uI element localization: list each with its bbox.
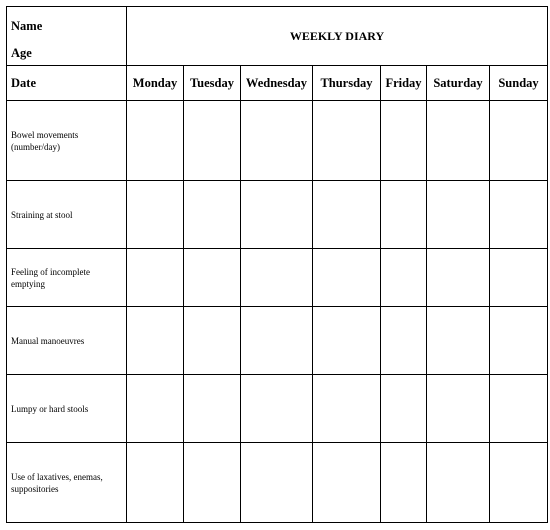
entry-cell[interactable]: [381, 375, 427, 443]
entry-cell[interactable]: [184, 307, 241, 375]
entry-cell[interactable]: [241, 443, 313, 523]
entry-cell[interactable]: [381, 181, 427, 249]
row-label-straining: Straining at stool: [7, 181, 127, 249]
entry-cell[interactable]: [490, 249, 548, 307]
entry-cell[interactable]: [127, 307, 184, 375]
day-header-thursday: Thursday: [313, 66, 381, 101]
date-column-header: Date: [7, 66, 127, 101]
entry-cell[interactable]: [127, 181, 184, 249]
entry-cell[interactable]: [313, 101, 381, 181]
entry-cell[interactable]: [381, 101, 427, 181]
row-label-lumpy-hard-stools: Lumpy or hard stools: [7, 375, 127, 443]
entry-cell[interactable]: [184, 375, 241, 443]
entry-cell[interactable]: [241, 101, 313, 181]
row-label-manual-manoeuvres: Manual manoeuvres: [7, 307, 127, 375]
day-header-wednesday: Wednesday: [241, 66, 313, 101]
entry-cell[interactable]: [313, 375, 381, 443]
entry-cell[interactable]: [490, 181, 548, 249]
entry-cell[interactable]: [427, 375, 490, 443]
diary-title: WEEKLY DIARY: [127, 7, 548, 66]
entry-cell[interactable]: [427, 181, 490, 249]
entry-cell[interactable]: [241, 181, 313, 249]
entry-cell[interactable]: [427, 101, 490, 181]
entry-cell[interactable]: [127, 249, 184, 307]
entry-cell[interactable]: [381, 307, 427, 375]
weekly-diary-table: [6, 6, 548, 523]
table-row: [7, 249, 548, 307]
entry-cell[interactable]: [241, 249, 313, 307]
day-header-friday: Friday: [381, 66, 427, 101]
entry-cell[interactable]: [241, 375, 313, 443]
entry-cell[interactable]: [127, 101, 184, 181]
entry-cell[interactable]: [427, 307, 490, 375]
table-row: [7, 181, 548, 249]
entry-cell[interactable]: [490, 375, 548, 443]
entry-cell[interactable]: [427, 249, 490, 307]
entry-cell[interactable]: [313, 443, 381, 523]
entry-cell[interactable]: [184, 101, 241, 181]
entry-cell[interactable]: [381, 443, 427, 523]
day-header-sunday: Sunday: [490, 66, 548, 101]
entry-cell[interactable]: [490, 101, 548, 181]
entry-cell[interactable]: [313, 181, 381, 249]
column-header-row: [7, 66, 548, 101]
row-label-bowel-movements: Bowel movements (number/day): [7, 101, 127, 181]
entry-cell[interactable]: [490, 307, 548, 375]
table-row: [7, 375, 548, 443]
name-label: Name: [11, 19, 43, 33]
entry-cell[interactable]: [427, 443, 490, 523]
table-row: [7, 101, 548, 181]
table-row: [7, 443, 548, 523]
entry-cell[interactable]: [313, 307, 381, 375]
title-row: [7, 7, 548, 66]
entry-cell[interactable]: [313, 249, 381, 307]
day-header-monday: Monday: [127, 66, 184, 101]
entry-cell[interactable]: [184, 181, 241, 249]
row-label-incomplete-emptying: Feeling of incomplete emptying: [7, 249, 127, 307]
entry-cell[interactable]: [241, 307, 313, 375]
entry-cell[interactable]: [184, 249, 241, 307]
entry-cell[interactable]: [490, 443, 548, 523]
row-label-laxatives: Use of laxatives, enemas, suppositories: [7, 443, 127, 523]
name-age-cell[interactable]: [7, 7, 127, 66]
entry-cell[interactable]: [381, 249, 427, 307]
entry-cell[interactable]: [127, 443, 184, 523]
day-header-tuesday: Tuesday: [184, 66, 241, 101]
entry-cell[interactable]: [184, 443, 241, 523]
entry-cell[interactable]: [127, 375, 184, 443]
age-label: Age: [11, 46, 32, 60]
day-header-saturday: Saturday: [427, 66, 490, 101]
table-row: [7, 307, 548, 375]
